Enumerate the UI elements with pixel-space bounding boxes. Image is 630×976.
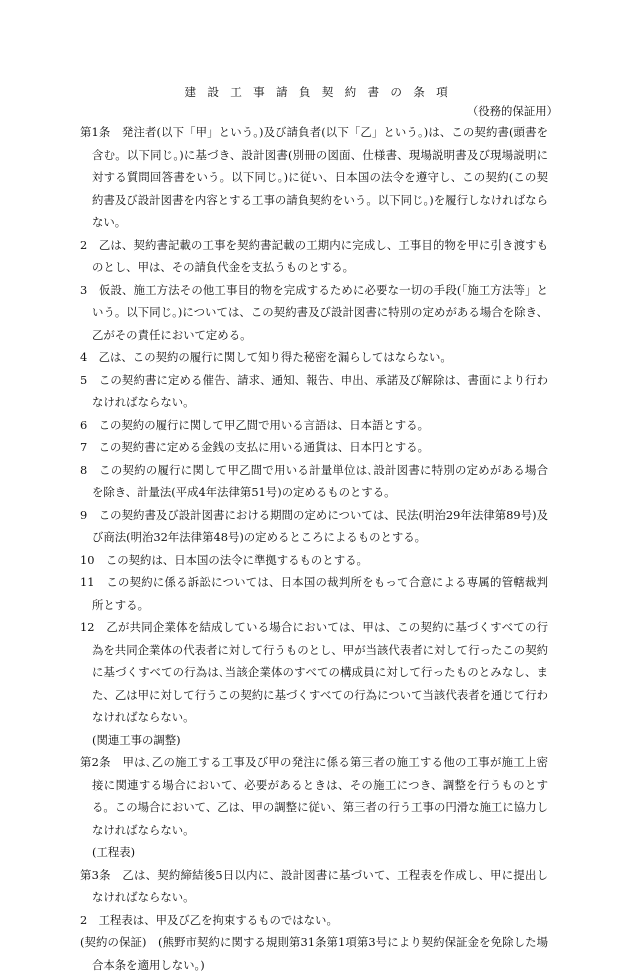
article-1-para-7: 7 この契約書に定める金銭の支払に用いる通貨は、日本円とする。 (80, 440, 429, 454)
article-1-para-3: 3 仮設、施工方法その他工事目的物を完成するために必要な一切の手段(「施工方法等」という。以下同じ。)については、この契約書及び設計図書に特別の定めがある場合を除き、乙がその責任において定める。 (80, 282, 548, 342)
article-1-para-11: 11 この契約に係る訴訟については、日本国の裁判所をもって合意による専属的管轄裁判所とする。 (80, 575, 548, 612)
article-3: 第3条 乙は、契約締結後5日以内に、設計図書に基づいて、工程表を作成し、甲に提出しなければならない。 (80, 867, 548, 904)
article-1-para-8: 8 この契約の履行に関して甲乙間で用いる計量単位は､設計図書に特別の定めがある場合を除き、計量法(平成4年法律第51号)の定めるものとする。 (80, 462, 548, 499)
heading-schedule: (工程表) (92, 845, 136, 859)
article-2: 第2条 甲は､乙の施工する工事及び甲の発注に係る第三者の施工する他の工事が施工上密接に関連する場合において、必要があるときは、その施工につき、調整を行うものとする。この場合において、乙は、甲の調整に従い、第三者の行う工事の円滑な施工に協力しなければならない。 (80, 755, 548, 837)
article-1-para-5: 5 この契約書に定める催告、請求、通知、報告、申出、承諾及び解除は、書面により行わなければならない。 (80, 372, 548, 409)
heading-related-work: (関連工事の調整) (92, 732, 181, 747)
article-1-para-6: 6 この契約の履行に関して甲乙間で用いる言語は、日本語とする。 (80, 417, 429, 432)
article-1-para-12: 12 乙が共同企業体を結成している場合においては、甲は、この契約に基づくすべての行為を共同企業体の代表者に対して行うものとし、甲が当該代表者に対して行ったこの契約に基づくすべての行為は､当該企業体のすべての構成員に対して行ったものとみなし、また、乙は甲に対して行うこの契約に基づくすべての行為について当該代表者を通じて行わなければならない。 (80, 620, 548, 724)
article-1-para-2: 2 乙は、契約書記載の工事を契約書記載の工期内に完成し、工事目的物を甲に引き渡すものとし、甲は、その請負代金を支払うものとする。 (80, 237, 548, 274)
article-1: 第1条 発注者(以下「甲」という。)及び請負者(以下「乙」という。)は、この契約書(頭書を含む。以下同じ。)に基づき、設計図書(別冊の図面、仕様書、現場説明書及び現場説明に対する質問回答書をいう。以下同じ。)に従い、日本国の法令を遵守し、この契約(この契約書及び設計図書を内容とする工事の請負契約をいう。以下同じ。)を履行しなければならない。 (80, 125, 548, 229)
document-title: 建 設 工 事 請 負 契 約 書 の 条 項 (184, 85, 452, 99)
article-1-para-10: 10 この契約は、日本国の法令に準拠するものとする。 (80, 552, 368, 567)
article-1-para-9: 9 この契約書及び設計図書における期間の定めについては、民法(明治29年法律第89号)及び商法(明治32年法律第48号)の定めるところによるものとする。 (80, 507, 548, 544)
article-3-para-2: 2 工程表は、甲及び乙を拘束するものではない。 (80, 912, 338, 927)
contract-guarantee-note: (契約の保証) (熊野市契約に関する規則第31条第1項第3号により契約保証金を免除した場合本条を適用しない。) (80, 935, 548, 972)
document-subtitle: （役務的保証用） (466, 104, 558, 118)
article-1-para-4: 4 乙は、この契約の履行に関して知り得た秘密を漏らしてはならない。 (80, 350, 452, 364)
